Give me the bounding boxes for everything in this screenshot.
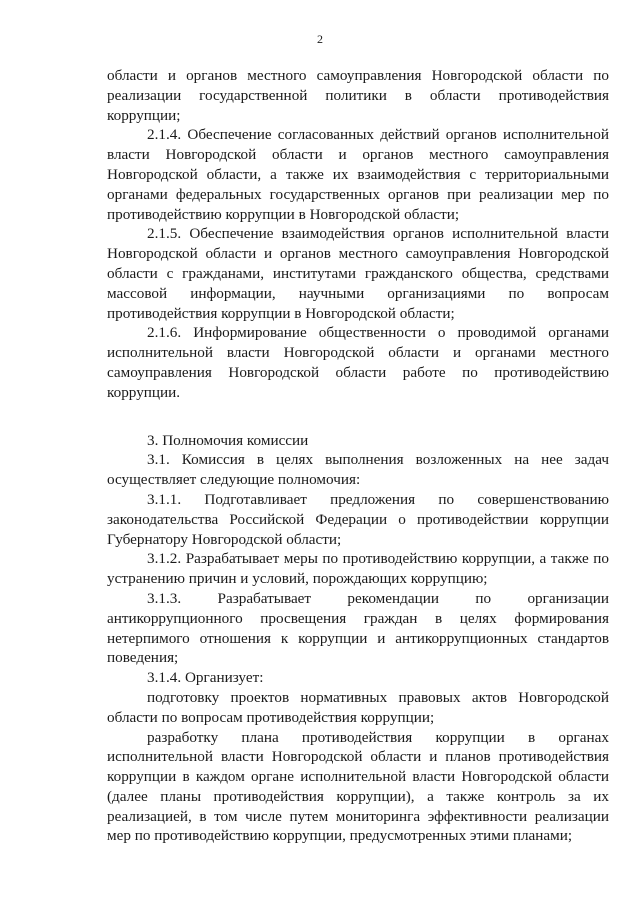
paragraph-2-1-5: 2.1.5. Обеспечение взаимодействия органов исполнительной власти Новгородской области и органов местного самоуправления Новгородской области с гражданами, институтами гражданского общества, средствами массовой информации, научными организациями по вопросам противодействия коррупции в Новгородской области; <box>107 225 609 322</box>
paragraph-3-1-4: 3.1.4. Организует: <box>147 669 264 687</box>
paragraph-3-1-3: 3.1.3. Разрабатывает рекомендации по организации антикоррупционного просвещения граждан в целях формирования нетерпимого отношения к коррупции и антикоррупционных стандартов поведения; <box>107 589 609 667</box>
list-item-draft-acts: подготовку проектов нормативных правовых актов Новгородской области по вопросам противодействия коррупции; <box>107 688 609 726</box>
paragraph-2-1-4: 2.1.4. Обеспечение согласованных действий органов исполнительной власти Новгородской области и органов местного самоуправления Новгородской области, а также их взаимодействия с территориальными органами федеральных государственных органов при реализации мер по противодействию коррупции в Новгородской области; <box>107 126 609 223</box>
paragraph-3-1-2: 3.1.2. Разрабатывает меры по противодействию коррупции, а также по устранению причин и условий, порождающих коррупцию; <box>107 550 609 588</box>
paragraph-2-1-6: 2.1.6. Информирование общественности о проводимой органами исполнительной власти Новгородской области и органами местного самоуправления Новгородской области работе по противодействию коррупции. <box>107 324 609 401</box>
paragraph-3-1: 3.1. Комиссия в целях выполнения возложенных на нее задач осуществляет следующие полномочия: <box>107 451 609 489</box>
list-item-plan-development: разработку плана противодействия коррупции в органах исполнительной власти Новгородской области и планов противодействия коррупции в каждом органе исполнительной власти Новгородской области (далее планы противодействия коррупции), а также контроль за их реализацией, в том числе путем мониторинга эффективности реализации мер по противодействию коррупции, предусмотренных этими планами; <box>107 728 609 845</box>
section-heading-3: 3. Полномочия комиссии <box>147 431 309 449</box>
paragraph-3-1-1: 3.1.1. Подготавливает предложения по совершенствованию законодательства Российской Федерации о противодействии коррупции Губернатору Новгородской области; <box>107 490 609 548</box>
page-number: 2 <box>317 32 323 46</box>
paragraph-continuation: области и органов местного самоуправления Новгородской области по реализации государственной политики в области противодействия коррупции; <box>107 67 609 124</box>
document-body <box>107 66 609 846</box>
